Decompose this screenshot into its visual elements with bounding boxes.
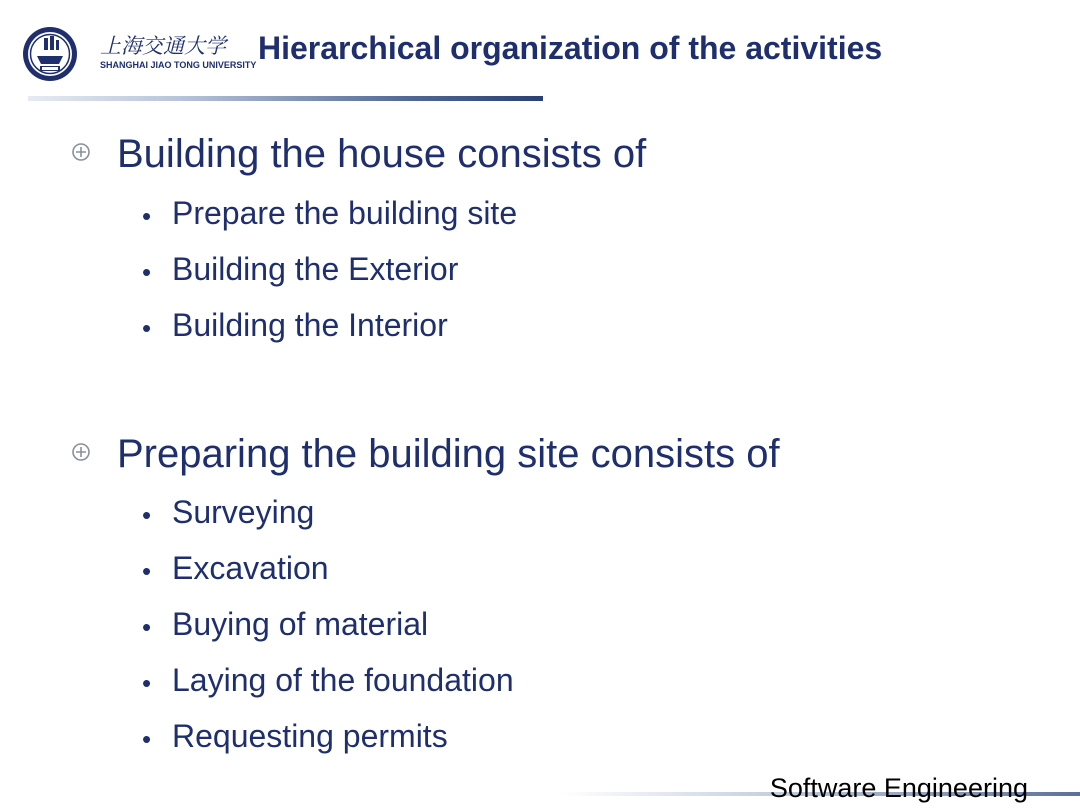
slide-title: Hierarchical organization of the activities	[258, 30, 883, 66]
list-item: Surveying	[172, 494, 315, 530]
list-item: Buying of material	[172, 606, 429, 642]
bullet-dot: •	[142, 556, 152, 586]
list-item: Requesting permits	[172, 718, 448, 754]
bullet-dot: •	[142, 201, 152, 231]
bullet-dot: •	[142, 313, 152, 343]
list-item: Laying of the foundation	[172, 662, 514, 698]
university-name-english: SHANGHAI JIAO TONG UNIVERSITY	[100, 60, 257, 70]
bullet-dot: •	[142, 500, 152, 530]
footer-label: Software Engineering	[769, 773, 1028, 803]
circle-plus-icon	[70, 141, 92, 163]
university-name-chinese: 上海交通大学	[100, 34, 226, 58]
circle-plus-icon	[70, 441, 92, 463]
list-item: Building the Interior	[172, 307, 448, 343]
bullet-dot: •	[142, 668, 152, 698]
list-item: Excavation	[172, 550, 329, 586]
list-item: Building the Exterior	[172, 251, 459, 287]
bullet-dot: •	[142, 724, 152, 754]
section-heading: Preparing the building site consists of	[117, 432, 780, 476]
bullet-dot: •	[142, 612, 152, 642]
list-item: Prepare the building site	[172, 195, 518, 231]
bullet-dot: •	[142, 257, 152, 287]
section-heading: Building the house consists of	[117, 132, 647, 176]
